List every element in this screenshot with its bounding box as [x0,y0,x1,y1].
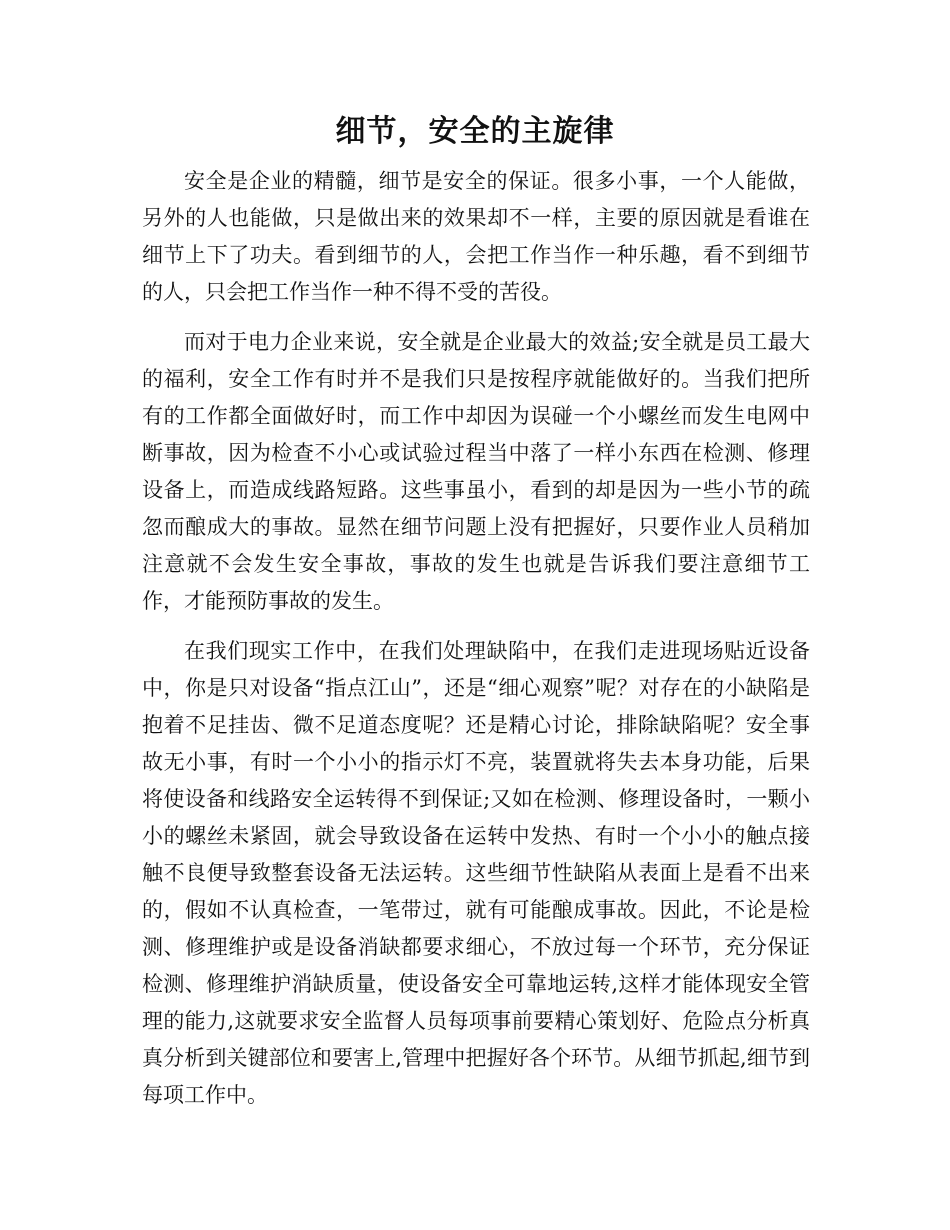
paragraph-3: 在我们现实工作中，在我们处理缺陷中，在我们走进现场贴近设备中，你是只对设备“指点江山”，还是“细心观察”呢？对存在的小缺陷是抱着不足挂齿、微不足道态度呢？还是精心讨论，排除缺陷呢？安全事故无小事，有时一个小小的指示灯不亮，装置就将失去本身功能，后果将使设备和线路安全运转得不到保证;又如在检测、修理设备时，一颗小小的螺丝未紧固，就会导致设备在运转中发热、有时一个小小的触点接触不良便导致整套设备无法运转。这些细节性缺陷从表面上是看不出来的，假如不认真检查，一笔带过，就有可能酿成事故。因此，不论是检测、修理维护或是设备消缺都要求细心，不放过每一个环节，充分保证检测、修理维护消缺质量，使设备安全可靠地运转,这样才能体现安全管理的能力,这就要求安全监督人员每项事前要精心策划好、危险点分析真真分析到关键部位和要害上,管理中把握好各个环节。从细节抓起,细节到每项工作中。 [142,639,810,1107]
document-body [142,163,810,1114]
paragraph-2: 而对于电力企业来说，安全就是企业最大的效益;安全就是员工最大的福利，安全工作有时并不是我们只是按程序就能做好的。当我们把所有的工作都全面做好时，而工作中却因为误碰一个小螺丝而发生电网中断事故，因为检查不小心或试验过程当中落了一样小东西在检测、修理设备上，而造成线路短路。这些事虽小，看到的却是因为一些小节的疏忽而酿成大的事故。显然在细节问题上没有把握好，只要作业人员稍加注意就不会发生安全事故，事故的发生也就是告诉我们要注意细节工作，才能预防事故的发生。 [142,330,810,613]
paragraph-1: 安全是企业的精髓，细节是安全的保证。很多小事，一个人能做，另外的人也能做，只是做出来的效果却不一样，主要的原因就是看谁在细节上下了功夫。看到细节的人，会把工作当作一种乐趣，看不到细节的人，只会把工作当作一种不得不受的苦役。 [142,169,810,304]
document-title: 细节，安全的主旋律 [335,114,615,149]
